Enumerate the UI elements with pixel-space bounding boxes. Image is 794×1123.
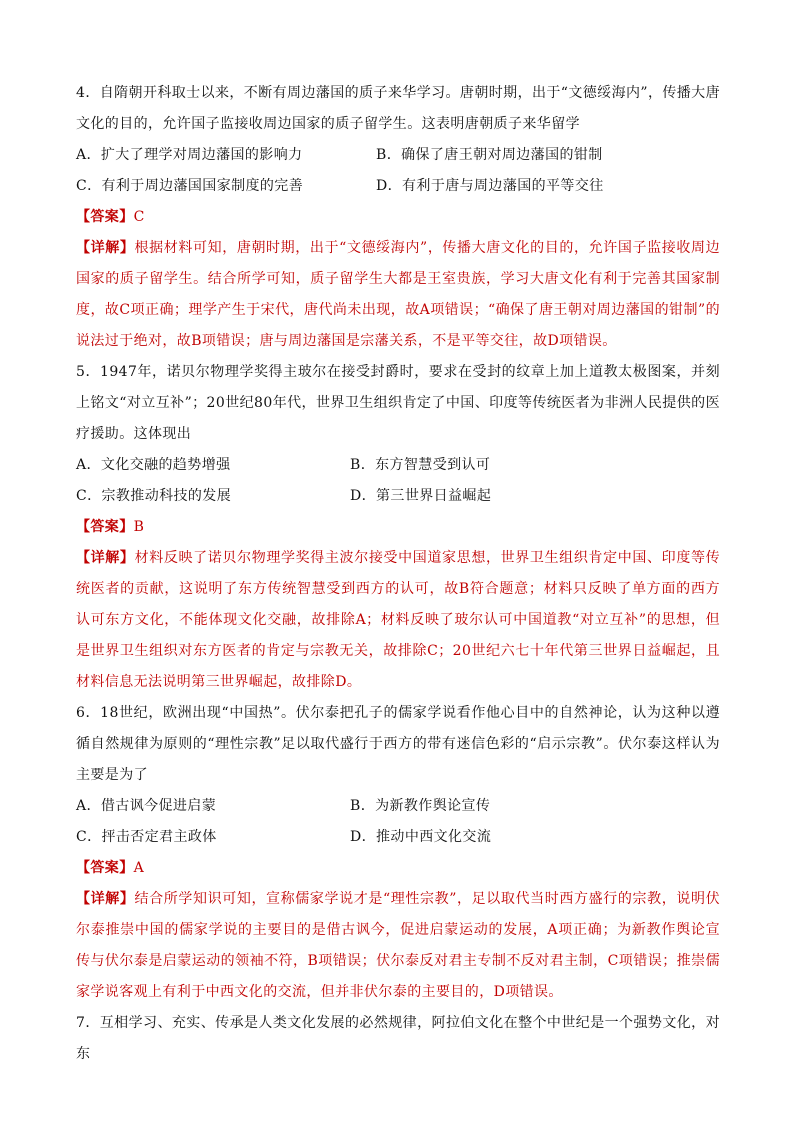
option-c: C．宗教推动科技的发展: [76, 488, 232, 504]
option-c: C．有利于周边藩国国家制度的完善: [76, 178, 304, 194]
question-stem: 4．自隋朝开科取士以来，不断有周边藩国的质子来华学习。唐朝时期，出于“文德绥海内”，传播大唐文化的目的，允许国子监接收周边国家的质子留学生。这表明唐朝质子来华留学: [76, 85, 720, 132]
options: [76, 791, 720, 853]
option-d: D．有利于唐与周边藩国的平等交往: [376, 178, 604, 194]
option-a: A．借古讽今促进启蒙: [76, 798, 217, 814]
answer-line: [76, 512, 720, 543]
answer-line: [76, 853, 720, 884]
explanation: [76, 884, 720, 1008]
explanation-text: 材料反映了诺贝尔物理学奖得主波尔接受中国道家思想，世界卫生组织肯定中国、印度等传统医者的贡献，这说明了东方传统智慧受到西方的认可，故B符合题意；材料只反映了单方面的西方认可东方文化，不能体现文化交融，故排除A；材料反映了玻尔认可中国道教“对立互补”的思想，但是世界卫生组织对东方医者的肯定与宗教无关，故排除C；20世纪六七十年代第三世界日益崛起，且材料信息无法说明第三世界崛起，故排除D。: [76, 550, 720, 690]
question-list: [76, 78, 720, 1070]
option-a: A．扩大了理学对周边藩国的影响力: [76, 147, 303, 163]
options: [76, 140, 720, 202]
answer-value: A: [133, 860, 145, 876]
explanation-label: 【详解】: [76, 891, 135, 907]
question-5: [76, 357, 720, 698]
explanation-label: 【详解】: [76, 550, 135, 566]
answer-line: [76, 202, 720, 233]
question-7-stem-partial: 7．互相学习、充实、传承是人类文化发展的必然规律，阿拉伯文化在整个中世纪是一个强势文化，对东: [76, 1015, 720, 1062]
option-a: A．文化交融的趋势增强: [76, 457, 231, 473]
question-stem: 5．1947年，诺贝尔物理学奖得主玻尔在接受封爵时，要求在受封的纹章上加上道教太极图案，并刻上铭文“对立互补”；20世纪80年代，世界卫生组织肯定了中国、印度等传统医者为非洲人民提供的医疗援助。这体现出: [76, 364, 720, 442]
option-d: D．第三世界日益崛起: [350, 488, 492, 504]
options: [76, 450, 720, 512]
option-d: D．推动中西文化交流: [350, 829, 492, 845]
explanation-label: 【详解】: [76, 240, 135, 256]
question-4: [76, 78, 720, 357]
question-6: [76, 698, 720, 1008]
explanation: [76, 543, 720, 698]
answer-value: C: [133, 209, 145, 225]
explanation: [76, 233, 720, 357]
answer-label: 【答案】: [76, 519, 134, 535]
explanation-text: 结合所学知识可知，宣称儒家学说才是“理性宗教”，足以取代当时西方盛行的宗教，说明伏尔泰推崇中国的儒家学说的主要目的是借古讽今，促进启蒙运动的发展，A项正确；为新教作舆论宣传与伏尔泰是启蒙运动的领袖不符，B项错误；伏尔泰反对君主专制不反对君主制，C项错误；推崇儒家学说客观上有利于中西文化的交流，但并非伏尔泰的主要目的，D项错误。: [76, 891, 720, 1000]
answer-label: 【答案】: [76, 209, 134, 225]
option-b: B．东方智慧受到认可: [350, 457, 491, 473]
answer-label: 【答案】: [76, 860, 134, 876]
explanation-text: 根据材料可知，唐朝时期，出于“文德绥海内”，传播大唐文化的目的，允许国子监接收周边国家的质子留学生。结合所学可知，质子留学生大都是王室贵族，学习大唐文化有利于完善其国家制度，故C项正确；理学产生于宋代，唐代尚未出现，故A项错误；“确保了唐王朝对周边藩国的钳制”的说法过于绝对，故B项错误；唐与周边藩国是宗藩关系，不是平等交往，故D项错误。: [76, 240, 720, 349]
question-stem: 6．18世纪，欧洲出现“中国热”。伏尔泰把孔子的儒家学说看作他心目中的自然神论，认为这种以遵循自然规律为原则的“理性宗教”足以取代盛行于西方的带有迷信色彩的“启示宗教”。伏尔泰这样认为主要是为了: [76, 705, 720, 783]
option-b: B．确保了唐王朝对周边藩国的钳制: [376, 147, 603, 163]
option-c: C．抨击否定君主政体: [76, 829, 217, 845]
answer-value: B: [133, 519, 145, 535]
option-b: B．为新教作舆论宣传: [350, 798, 491, 814]
